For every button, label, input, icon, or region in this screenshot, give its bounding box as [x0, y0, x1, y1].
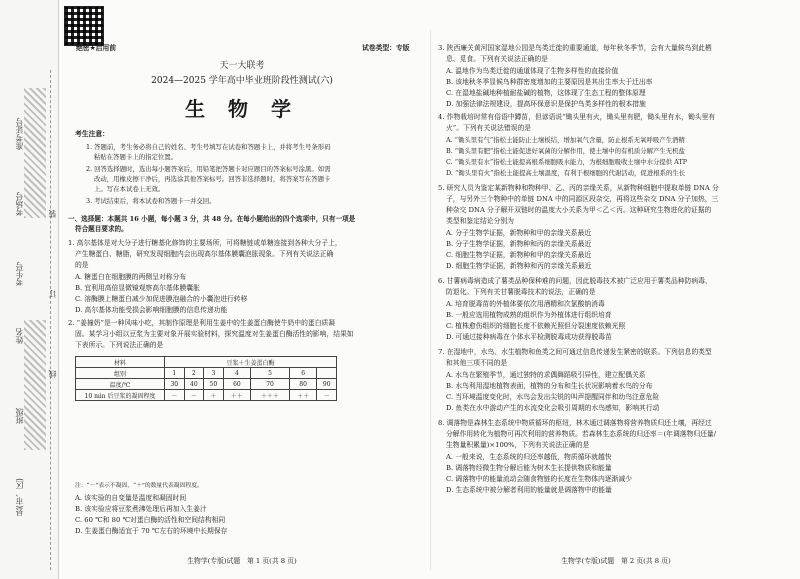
binding-mark: 装: [48, 210, 57, 218]
q3-option-d: D. 加强法律法规建设，提高环保意识是保护鸟类多样性的根本措施: [446, 100, 646, 108]
table-cell: 5: [251, 368, 290, 379]
q5-option-a: A. 分子生物学证据，新物种和甲的亲缘关系最近: [446, 229, 592, 237]
q4-stem: 火”。下列有关说法错误的是: [446, 124, 532, 132]
notice-item: 粘贴在答题卡上的指定位置。: [94, 153, 178, 161]
margin-label-room: 考场号: [15, 192, 24, 216]
table-cell: [317, 368, 337, 379]
q7-stem: 7. 在湿地中，水鸟、水生植物和鱼类之间可通过信息传递发生紧密的联系。下列信息的类型: [438, 348, 712, 356]
page-divider: [430, 30, 431, 570]
table-cell: －: [184, 390, 204, 401]
table-cell: ＋: [204, 390, 224, 401]
q4-option-a: A. “锄头里有气”指松土能防止土壤板结，增加氧气含量，防止根系无氧呼吸产生酒精: [446, 136, 685, 144]
table-cell: －: [165, 390, 185, 401]
footer-page-1: 生物学(专版)试题 第 1 页(共 8 页): [187, 557, 297, 565]
q5-option-b: B. 分子生物学证据，新物种和丙的亲缘关系最近: [446, 240, 592, 248]
cut-line: [50, 70, 51, 570]
q6-option-b: B. 一般应选用植物成熟的组织作为外植体进行组织培育: [446, 311, 612, 319]
notice-item: 2. 回答选择题时，选出每小题答案后，用铅笔把答题卡对应题目的答案标号涂黑。如需: [86, 165, 331, 173]
margin-label-student-id: 考生号: [15, 262, 24, 286]
page-right: [438, 0, 794, 579]
q8-stem: 8. 调落物是森林生态系统中物质循环的枢纽，林木通过调落物将营养物质归还土壤，再经过: [438, 419, 712, 427]
margin-label-class: 班级: [15, 408, 24, 424]
margin-hatch: [24, 88, 46, 218]
table-cell: ＋＋＋: [251, 390, 290, 401]
q3-option-b: B. 该地秋冬季显候鸟种群密度增加的主要原因是其出生率大于迁出率: [446, 78, 653, 86]
q6-option-c: C. 植株愈伤组织的细胞长度不依赖光照但分裂速度依赖光照: [446, 322, 626, 330]
q3-option-a: A. 温地作为鸟类迁徙的通道体现了生物多样性的直接价值: [446, 67, 619, 75]
binding-mark: 线: [48, 370, 57, 378]
paper-type: 试卷类型：专版: [362, 44, 410, 52]
margin-label-county: 县(市、区): [15, 478, 24, 517]
q5-stem: 子，与另外三个物种中的单链 DNA 中的同源区段杂交，再将这些杂交 DNA 分子加热，三: [446, 195, 719, 203]
q7-option-c: C. 当环境温度变化时，水鸟会发出尖锐的叫声提醒同伴和幼鸟注意危险: [446, 393, 660, 401]
footer-page-2: 生物学(专版)试题 第 2 页(共 8 页): [561, 557, 671, 565]
notice-item: 1. 答题前，考生务必将自己的姓名、考生号填写在试卷和答题卡上，并将考生号条形码: [86, 143, 331, 151]
binding-mark: 订: [48, 290, 57, 298]
q6-option-a: A. 培育脱毒苗的外植体要依次用酒精和次氯酸钠消毒: [446, 300, 605, 308]
secret-mark: 绝密★启用前: [76, 44, 117, 52]
table-cell: 3: [204, 368, 224, 379]
table-cell: 30: [165, 379, 185, 390]
table-cell: －: [317, 390, 337, 401]
section-heading: 一、选择题：本题共 16 小题，每小题 3 分，共 48 分。在每小题给出的四个选项中，只有一项是: [68, 215, 356, 223]
q1-option-a: A. 糖蛋白在细胞膜的两侧呈对称分布: [75, 273, 187, 281]
margin-label-name: 姓名: [15, 328, 24, 344]
q3-stem: 3. 陕西廉关黄河国家湿地公园是鸟类迁徙的重要通道，每年秋冬季节，会有大量候鸟到此栖: [438, 44, 712, 52]
q7-option-a: A. 水鸟在繁殖季节，通过独特的求偶舞蹈吸引异性，建立配偶关系: [446, 371, 646, 379]
table-cell: 70: [251, 379, 290, 390]
q6-stem: 防退化。下列有关甘薯脱毒技术的说法，正确的是: [446, 288, 596, 296]
q6-option-d: D. 可通过接种病毒在个体水平检测脱毒成功获得脱毒苗: [446, 333, 612, 341]
q5-option-c: C. 细胞生物学证据，新物种和甲的亲缘关系最近: [446, 251, 592, 259]
q8-option-d: D. 生态系统中被分解者利用的能量就是调落物中的能量: [446, 486, 612, 494]
table-cell: ＋＋: [223, 390, 251, 401]
section-heading-cont: 符合题目要求的。: [75, 225, 128, 233]
q7-option-d: D. 鱼类在水中游动产生的水流变化会吸引周期的水鸟感知，影响其行动: [446, 404, 660, 412]
q8-option-c: C. 调落物中的能量流动会随食物链的长度在生物体内逐渐减少: [446, 475, 632, 483]
q4-option-b: B. “锄头里有肥”指松土能促进好氧菌的分解作用，使土壤中的有机质分解产生无机盐: [446, 147, 685, 155]
q2-stem: 2. “姜撞奶”是一种风味小吃，其制作原理是利用生姜中的生姜蛋白酶使牛奶中的蛋白质凝: [68, 319, 336, 327]
notice-item: 3. 考试结束后，将本试卷和答题卡一并交回。: [86, 197, 216, 205]
table-row-label: 材料: [76, 357, 165, 368]
table-cell: 90: [317, 379, 337, 390]
q3-stem: 息、觅食。下列有关说法正确的是: [446, 55, 548, 63]
q4-option-c: C. “锄头里有水”指松土能提高根系细胞吸水能力，为根细胞吸收土壤中水分提供 ATP: [446, 158, 688, 166]
q7-stem: 和其他三项不同的是: [446, 359, 508, 367]
q2-option-d: D. 生姜蛋白酶适宜于 70 ℃左右的环境中长期保存: [75, 527, 228, 535]
table-cell: 豆浆＋生姜蛋白酶: [165, 357, 337, 368]
table-row-label: 温度/℃: [76, 379, 165, 390]
q1-stem: 1. 高尔基体是对大分子进行糖基化修饰的主要场所，可将糖链或单糖连接到各种大分子上，: [68, 239, 342, 247]
notice-item: 改动，用橡皮擦干净后，再选涂其他答案标号。回答非选择题时，将答案写在答题卡: [94, 175, 331, 183]
table-cell: 40: [184, 379, 204, 390]
table-cell: 4: [223, 368, 251, 379]
table-cell: ＋＋: [289, 390, 317, 401]
table-cell: 2: [184, 368, 204, 379]
q1-option-d: D. 高尔基体功能受损会影响细胞膜的信息传递功能: [75, 306, 228, 314]
exam-name: 天一大联考: [219, 61, 265, 71]
q6-stem: 6. 甘薯病毒病造成了薯类品种保种难的问题，因此脱毒技术被广泛应用于薯类品种防病毒、: [438, 277, 712, 285]
subject-title: 生 物 学: [185, 97, 299, 121]
margin-hatch: [24, 320, 46, 450]
q2-option-a: A. 该实验的自变量是温度和凝固时间: [75, 494, 187, 502]
q8-stem: 生物量积累量)×100%，下列有关说法正确的是: [446, 441, 590, 449]
q2-option-c: C. 60 ℃和 80 ℃对蛋白酶的活性和空间结构相同: [75, 516, 226, 524]
q8-option-a: A. 一般来说，生态系统的归还率越低，物质循环就越快: [446, 453, 612, 461]
q4-option-d: D. “锄头里有火”指松土能提高土壤温度，有利于根细胞的代谢活动，促进根系的生长: [446, 169, 686, 177]
exam-title: 2024—2025 学年高中毕业班阶段性测试(六): [151, 76, 333, 86]
q1-option-c: C. 溶酶膜上糖蛋白减少加促进膜泡融合的小囊泡进行转移: [75, 295, 248, 303]
q2-result-table: [75, 356, 337, 401]
table-cell: 60: [223, 379, 251, 390]
table-row-label: 10 min 后豆浆的凝固程度: [76, 390, 165, 401]
q1-stem: 的是: [75, 261, 89, 269]
q2-stem: 固。某学习小组以豆浆为主要对象开展实验材料，探究温度对生姜蛋白酶活性的影响，结果如: [75, 330, 354, 338]
q1-option-b: B. 宜利用高倍显微镜观察高尔基体膜囊胀: [75, 284, 200, 292]
page-left: [62, 0, 422, 579]
q8-stem: 分解作用转化为植物可再次利用的营养物质。若森林生态系统的归还率＝(年调落物归还量/: [446, 430, 717, 438]
q1-stem: 产生糖蛋白、糖脂，研究发现细胞内会出现高尔基体膜囊泡胀现象。下列有关说法正确: [75, 250, 334, 258]
q7-option-b: B. 水鸟利用湿地植物表面，植物的分布和生长状况影响着水鸟的分布: [446, 382, 653, 390]
notice-heading: 考生注意：: [75, 130, 109, 138]
q3-option-c: C. 在湿地盐碱地种植耐盐碱的植物，这体现了生态工程的整体原理: [446, 89, 646, 97]
q5-option-d: D. 细胞生物学证据，新物种和丙的亲缘关系最近: [446, 262, 592, 270]
table-cell: 80: [289, 379, 317, 390]
q5-stem: 类型和鉴定结论分别为: [446, 217, 514, 225]
table-cell: 1: [165, 368, 185, 379]
q2-note: 注：“－”表示不凝固，“＋”的数量代表凝固程度。: [75, 483, 203, 489]
q2-option-b: B. 该实验应将豆浆煮沸处理后再加入生姜汁: [75, 505, 207, 513]
q5-stem: 5. 研究人员为鉴定某新物种和物种甲、乙、丙的亲缘关系，从新物种细胞中提取单链 DNA 分: [438, 184, 719, 192]
binding-margin: [0, 0, 59, 579]
notice-item: 上。写在本试卷上无效。: [94, 185, 165, 193]
table-cell: 50: [204, 379, 224, 390]
margin-label-exam-id: 准考证号: [15, 118, 24, 150]
q5-stem: 种杂交 DNA 分子解开双链时的温度大小关系为甲＜乙＜丙。这种研究生物进化的证据的: [446, 206, 712, 214]
table-row-label: 组别: [76, 368, 165, 379]
q4-stem: 4. 作物栽培时常有俗语中蹲苗，但谚语说“锄头里有火，锄头里有肥，锄头里有水，锄头里有: [438, 113, 716, 121]
q2-stem: 下表所示。下列说法正确的是: [75, 341, 164, 349]
q8-option-b: B. 调落物经微生物分解后能为树木生长提供物质和能量: [446, 464, 612, 472]
table-cell: 6: [289, 368, 317, 379]
